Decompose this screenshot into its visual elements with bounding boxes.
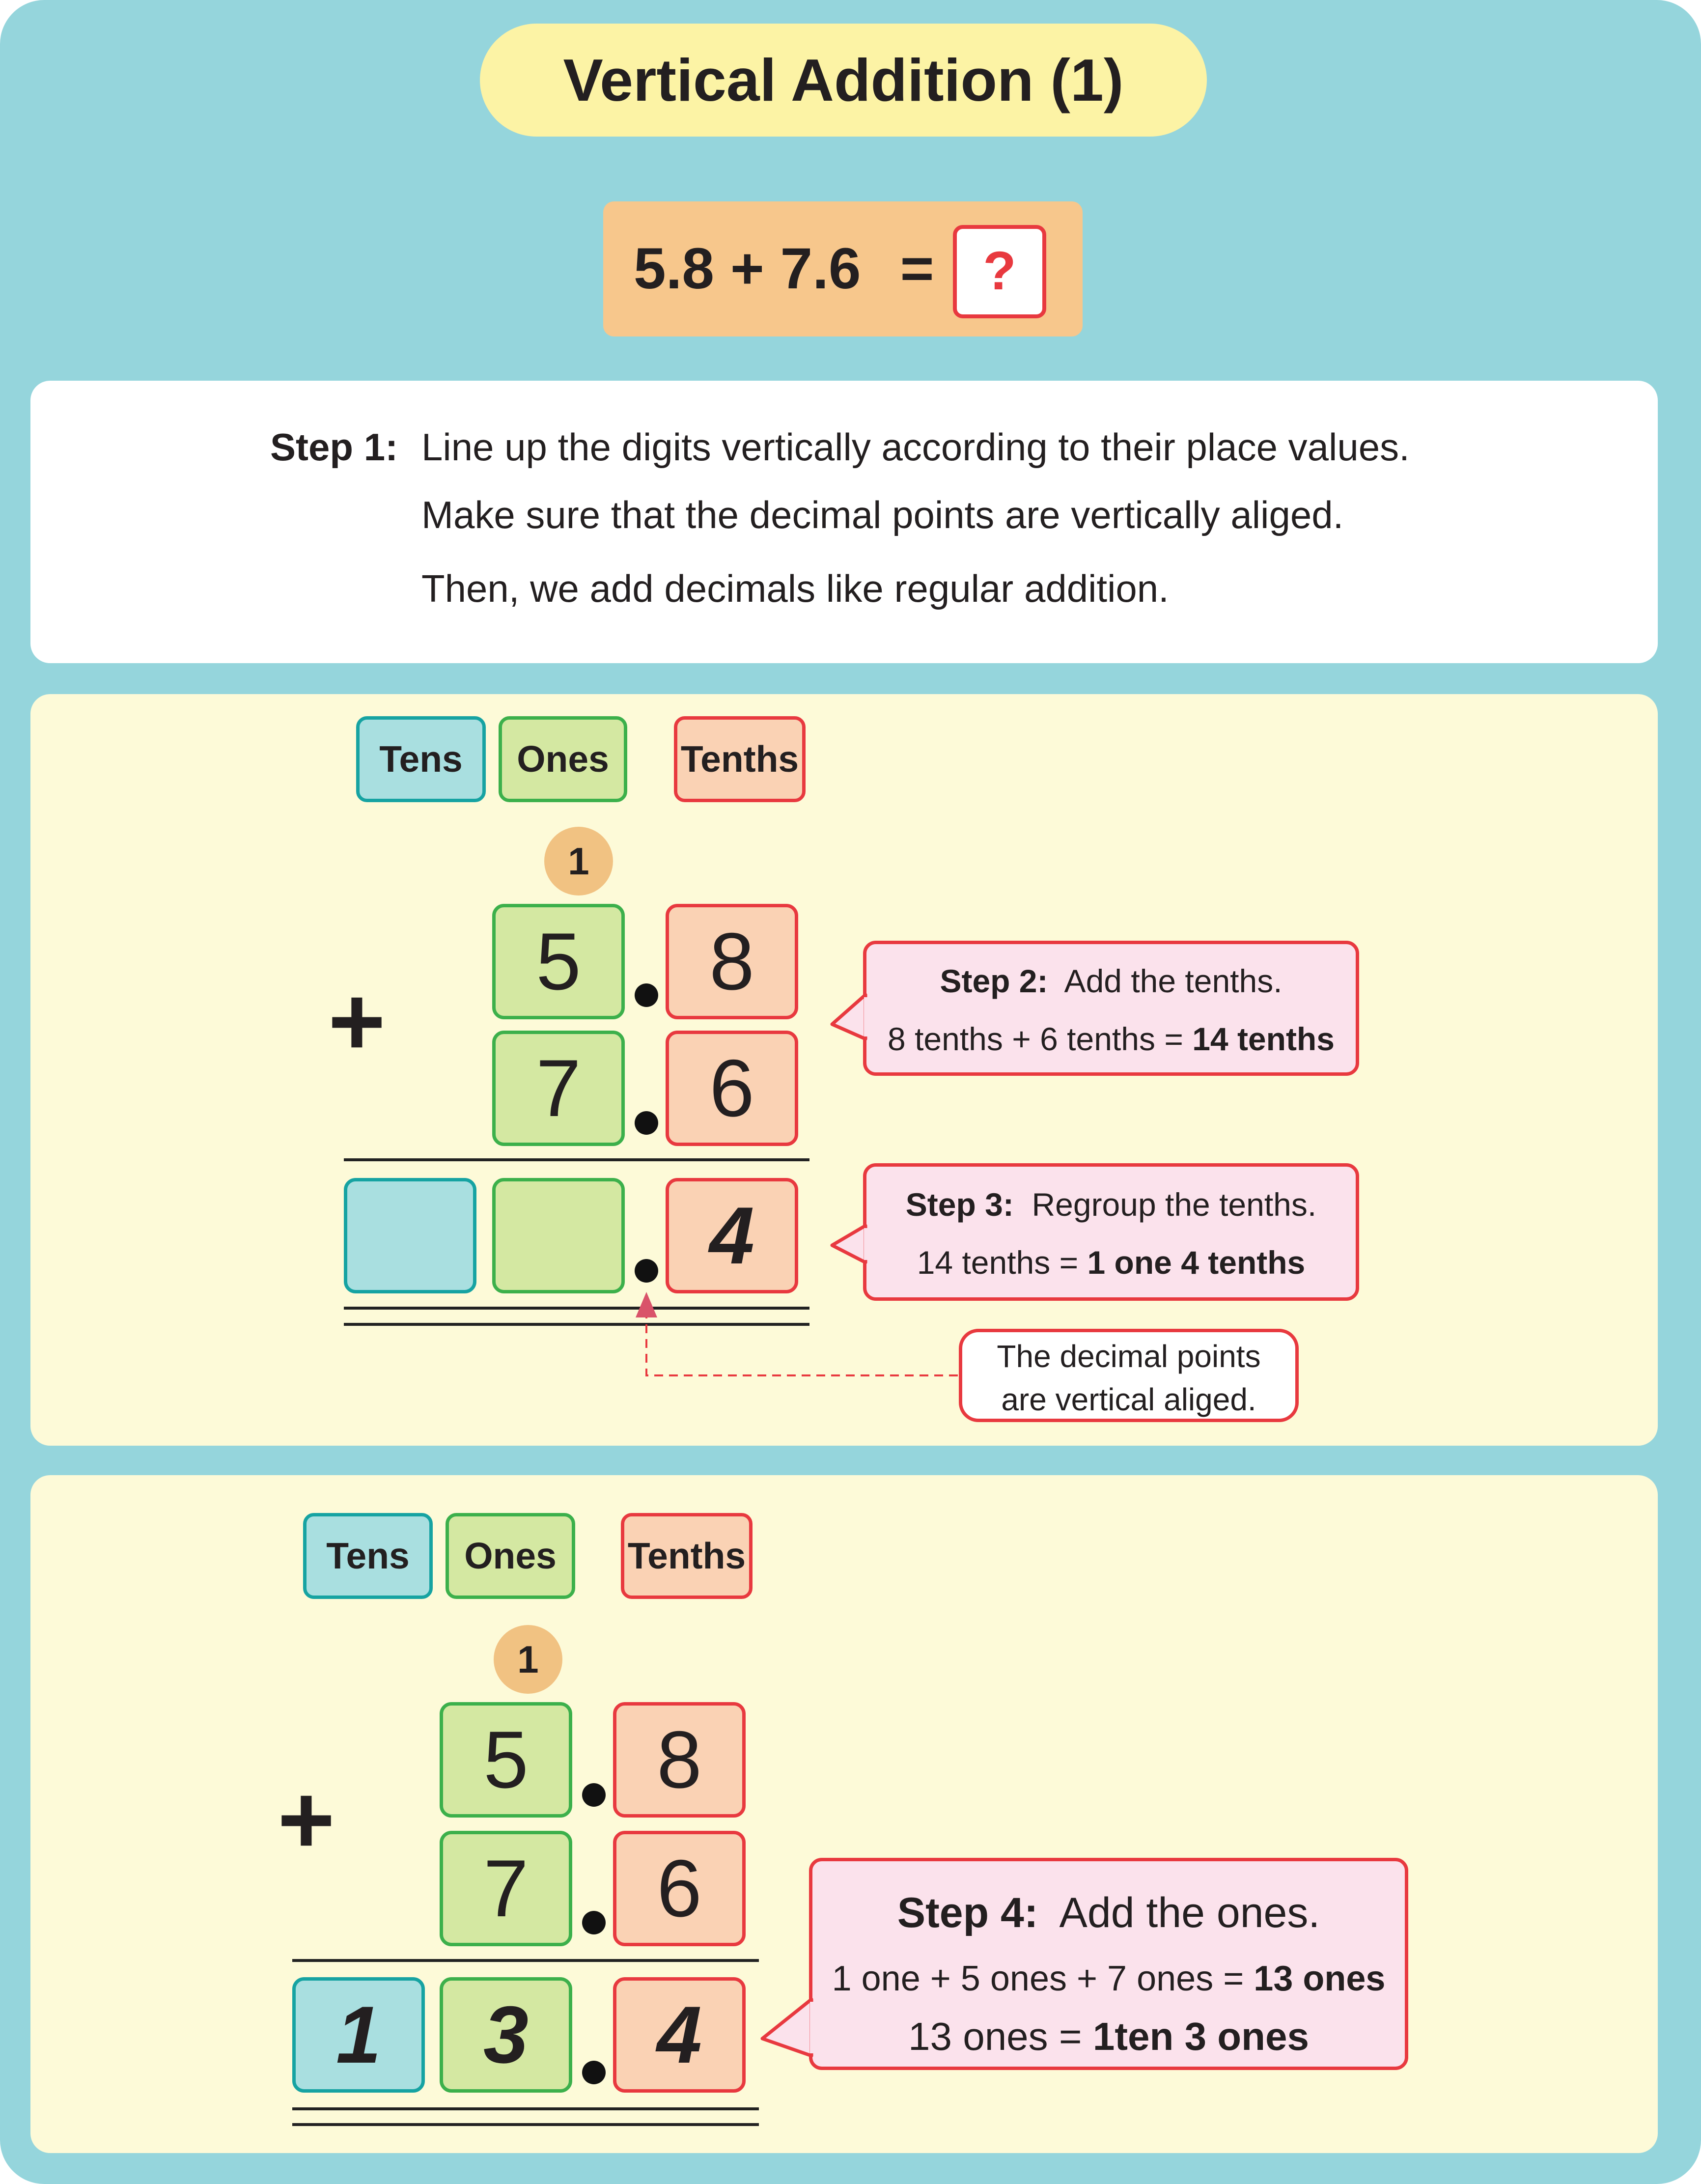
step3-equals: = xyxy=(1059,1244,1079,1281)
step2-calc-b: 6 tenths xyxy=(1040,1021,1155,1057)
addend1-ones-cell: 5 xyxy=(440,1702,572,1818)
step2-calc-a: 8 tenths xyxy=(888,1021,1003,1057)
step4-pointer-mask xyxy=(810,2002,816,2053)
step4-regroup-lhs: 13 ones = xyxy=(908,2015,1082,2058)
step4-text: Add the ones. xyxy=(1059,1889,1320,1936)
step4-regroup-rhs: 1ten 3 ones xyxy=(1092,2015,1310,2058)
result-tens-cell: 1 xyxy=(292,1977,425,2093)
step2-text: Add the tenths. xyxy=(1064,963,1283,999)
step3-lhs: 14 tenths xyxy=(917,1244,1051,1281)
carry-digit: 1 xyxy=(544,827,613,896)
note-line-1: The decimal points xyxy=(997,1339,1261,1374)
step2-equals: = xyxy=(1164,1021,1183,1057)
header-ones: Ones xyxy=(446,1513,575,1599)
step2-label: Step 2: xyxy=(940,963,1048,999)
header-tens: Tens xyxy=(303,1513,433,1599)
page-title: Vertical Addition (1) xyxy=(480,24,1207,137)
result-tenths-cell: 4 xyxy=(613,1977,746,2093)
step1-line-1: Line up the digits vertically according to their place values. xyxy=(421,425,1410,469)
answer-placeholder: ? xyxy=(953,225,1046,318)
equation-equals: = xyxy=(900,236,934,301)
plus-sign: + xyxy=(328,967,386,1076)
step2-plus: + xyxy=(1012,1021,1031,1057)
addend1-ones-cell: 5 xyxy=(492,904,625,1019)
step4-label: Step 4: xyxy=(897,1889,1038,1936)
header-tens: Tens xyxy=(356,716,486,802)
step3-rhs: 1 one 4 tenths xyxy=(1087,1244,1306,1281)
result-tenths-cell: 4 xyxy=(666,1178,798,1293)
step3-callout-pointer xyxy=(832,1226,865,1262)
decimal-note-dashed-arrow xyxy=(646,1313,958,1375)
equation-expression: 5.8 + 7.6 xyxy=(634,236,861,301)
step4-calc-line: 1 one + 5 ones + 7 ones = xyxy=(832,1959,1244,1998)
step1-line-2: Make sure that the decimal points are vertically aliged. xyxy=(421,493,1344,536)
step4-callout-pointer xyxy=(762,1999,811,2056)
header-tenths: Tenths xyxy=(621,1513,753,1599)
note-line-2: are vertical aliged. xyxy=(1001,1382,1256,1417)
addend1-tenths-cell: 8 xyxy=(613,1702,746,1818)
step2-result: 14 tenths xyxy=(1192,1021,1335,1057)
plus-sign: + xyxy=(278,1765,335,1875)
step3-pointer-mask xyxy=(864,1228,870,1260)
header-tenths: Tenths xyxy=(674,716,806,802)
step3-text: Regroup the tenths. xyxy=(1032,1186,1317,1223)
header-ones: Ones xyxy=(499,716,627,802)
result-ones-cell: 3 xyxy=(440,1977,572,2093)
addend2-ones-cell: 7 xyxy=(440,1831,572,1946)
addend2-tenths-cell: 6 xyxy=(666,1031,798,1146)
step3-label: Step 3: xyxy=(905,1186,1014,1223)
step1-line-3: Then, we add decimals like regular addition. xyxy=(421,567,1169,610)
step2-pointer-mask xyxy=(864,997,870,1036)
carry-digit: 1 xyxy=(494,1625,562,1694)
step2-callout-pointer xyxy=(832,995,865,1039)
addend1-tenths-cell: 8 xyxy=(666,904,798,1019)
addend2-tenths-cell: 6 xyxy=(613,1831,746,1946)
addend2-ones-cell: 7 xyxy=(492,1031,625,1146)
step4-calc-result: 13 ones xyxy=(1254,1959,1386,1998)
arrow-head xyxy=(636,1292,657,1317)
step1-label: Step 1: xyxy=(270,425,398,469)
